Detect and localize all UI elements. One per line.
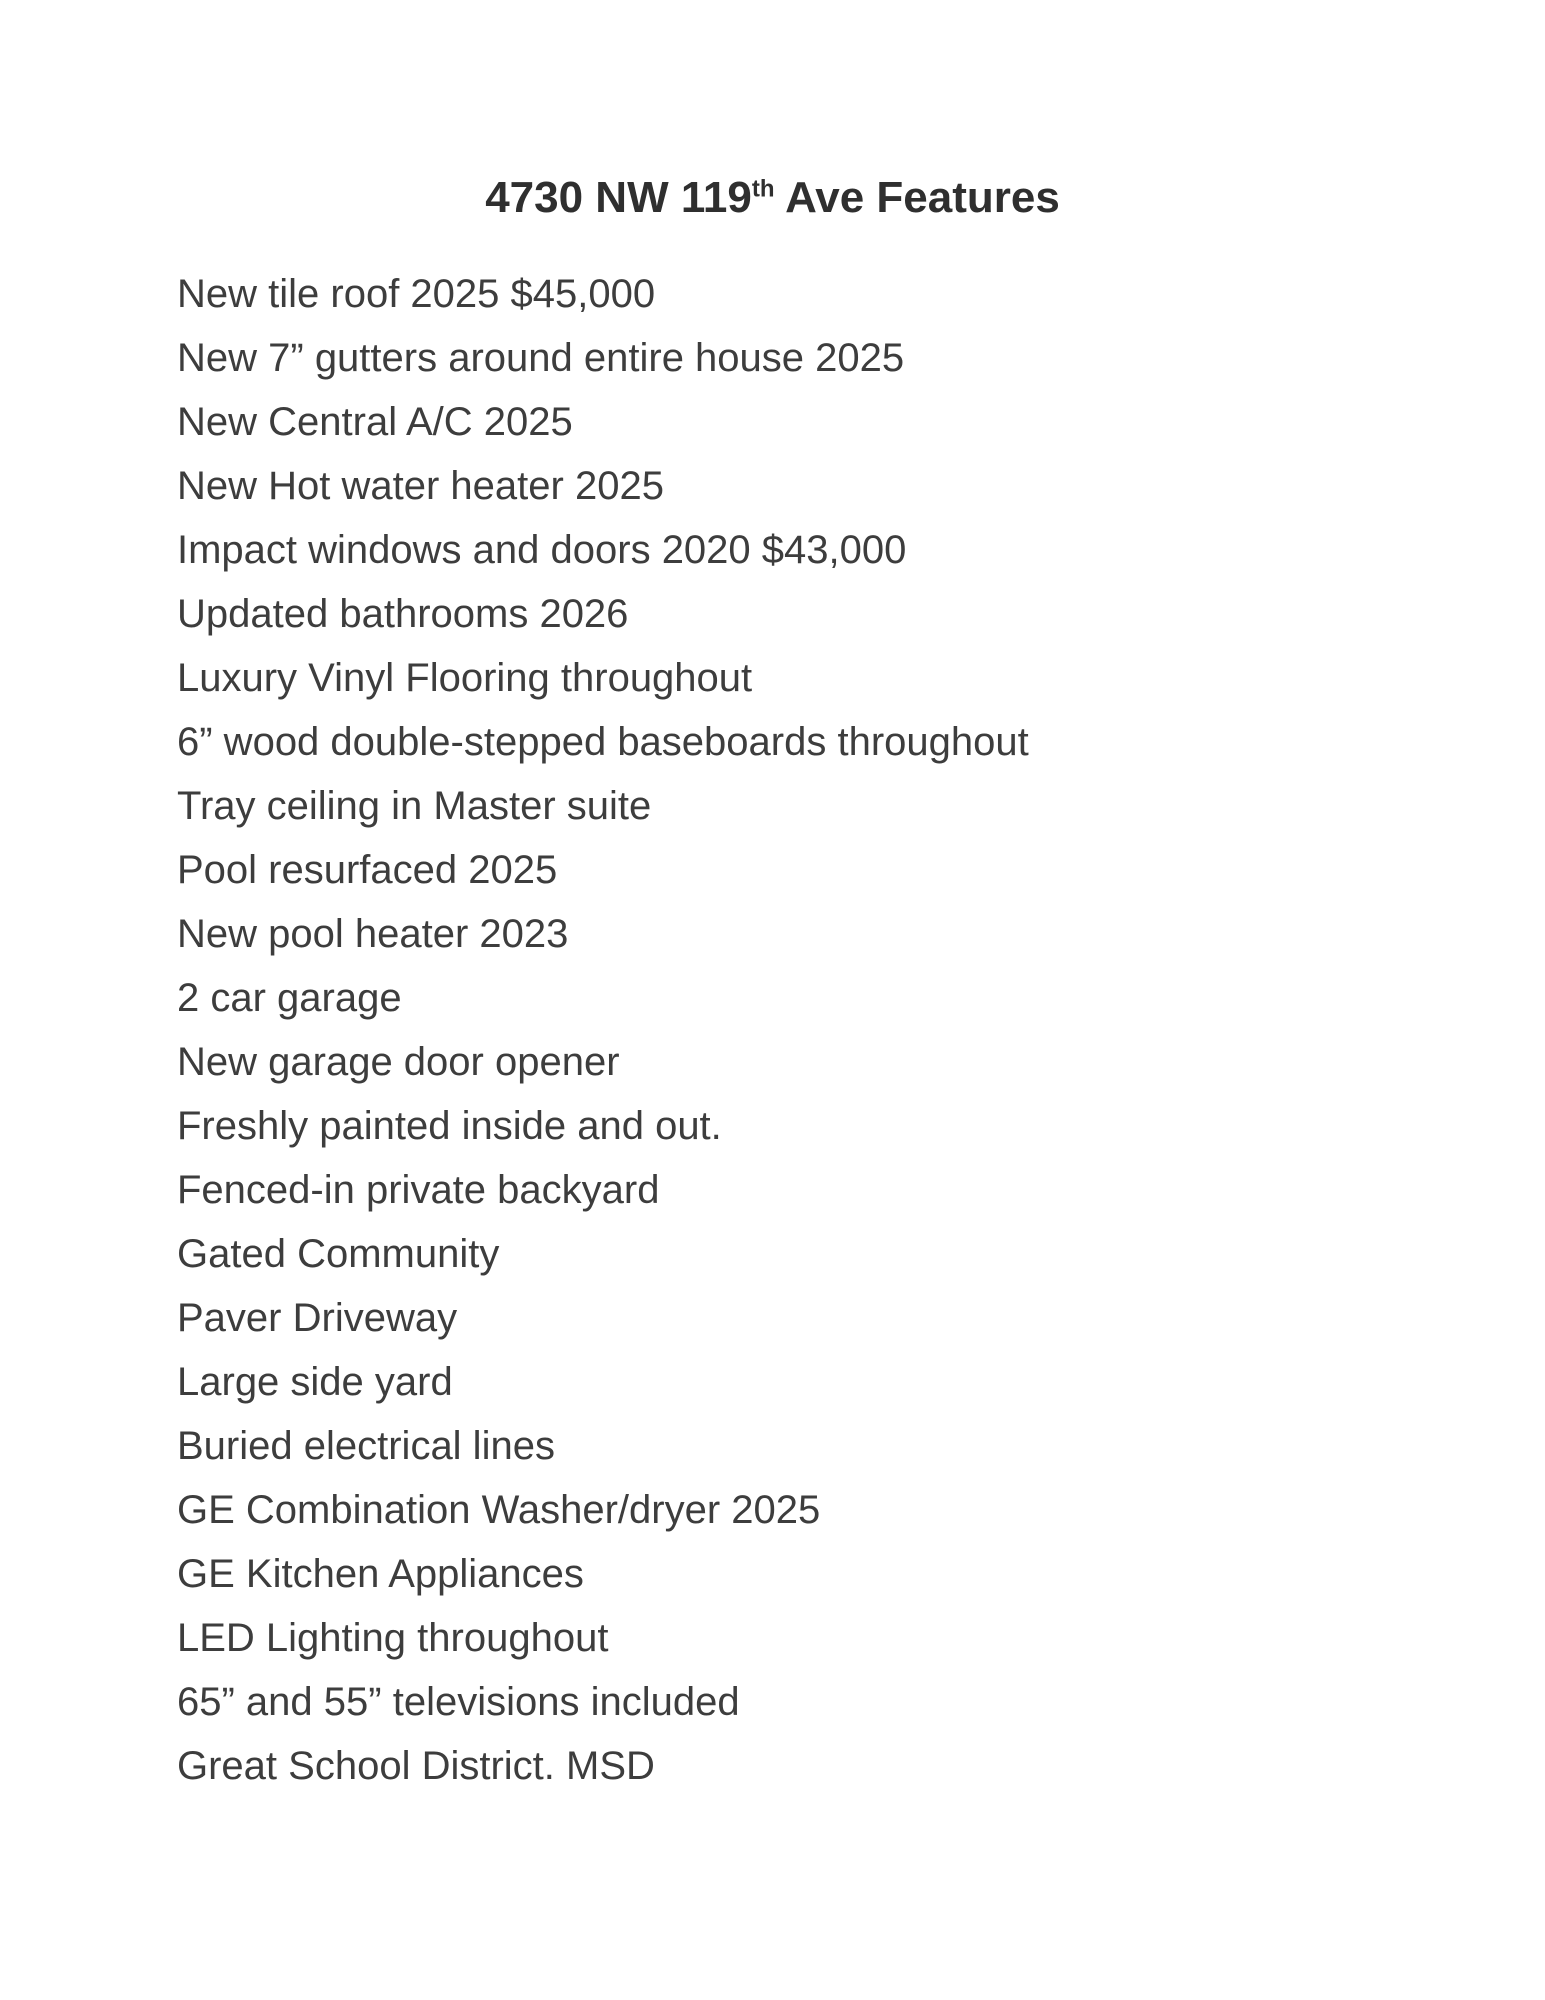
feature-item: New pool heater 2023 xyxy=(177,912,569,956)
features-list xyxy=(177,262,1029,1798)
feature-item: Fenced-in private backyard xyxy=(177,1168,660,1212)
feature-item: New garage door opener xyxy=(177,1040,620,1084)
feature-item: New Hot water heater 2025 xyxy=(177,464,664,508)
feature-item: Great School District. MSD xyxy=(177,1744,655,1788)
title-ordinal-suffix: th xyxy=(751,175,775,203)
feature-item: Impact windows and doors 2020 $43,000 xyxy=(177,528,907,572)
feature-item: Luxury Vinyl Flooring throughout xyxy=(177,656,753,700)
feature-item: New 7” gutters around entire house 2025 xyxy=(177,336,905,380)
feature-item: New Central A/C 2025 xyxy=(177,400,573,444)
feature-item: Large side yard xyxy=(177,1360,453,1404)
title-features-label: Ave Features xyxy=(774,173,1060,222)
feature-item: Pool resurfaced 2025 xyxy=(177,848,558,892)
feature-item: 65” and 55” televisions included xyxy=(177,1680,740,1724)
feature-item: Buried electrical lines xyxy=(177,1424,555,1468)
feature-item: Freshly painted inside and out. xyxy=(177,1104,722,1148)
feature-item: 2 car garage xyxy=(177,976,402,1020)
feature-item: Gated Community xyxy=(177,1232,500,1276)
feature-item: GE Kitchen Appliances xyxy=(177,1552,584,1596)
feature-item: Paver Driveway xyxy=(177,1296,458,1340)
feature-item: Updated bathrooms 2026 xyxy=(177,592,629,636)
feature-item: New tile roof 2025 $45,000 xyxy=(177,272,656,316)
feature-item: Tray ceiling in Master suite xyxy=(177,784,652,828)
feature-item: 6” wood double-stepped baseboards throughout xyxy=(177,720,1029,764)
feature-item: GE Combination Washer/dryer 2025 xyxy=(177,1488,821,1532)
page-title xyxy=(0,172,1545,225)
feature-item: LED Lighting throughout xyxy=(177,1616,609,1660)
title-address: 4730 NW 119 xyxy=(485,173,752,222)
